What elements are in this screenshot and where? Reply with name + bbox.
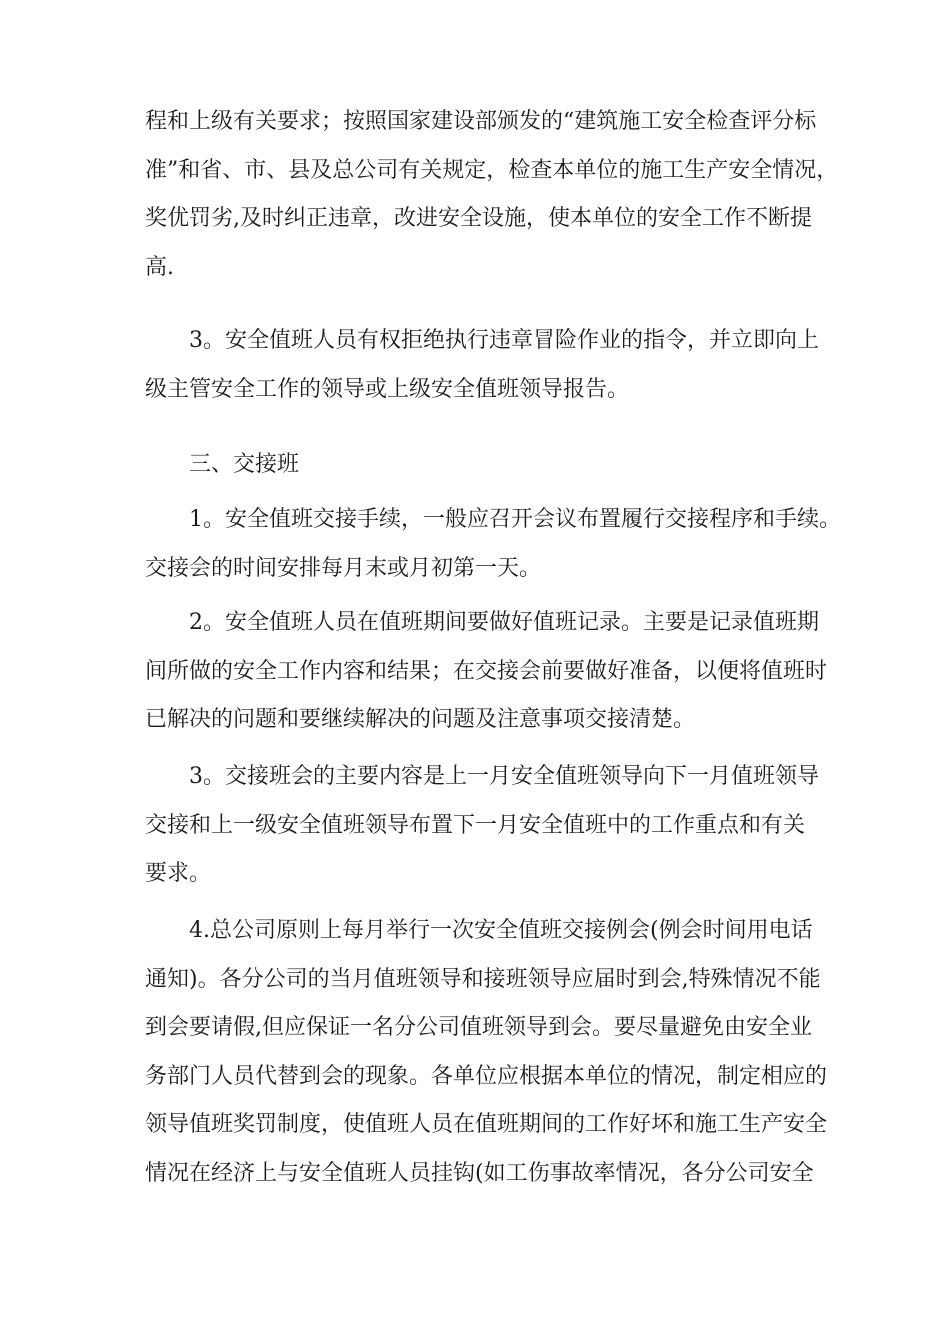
text-line: 3。交接班会的主要内容是上一月安全值班领导向下一月值班领导 bbox=[189, 764, 819, 789]
text-line: 程和上级有关要求；按照国家建设部颁发的“建筑施工安全检查评分标 bbox=[145, 109, 817, 134]
text-line: 准”和省、市、县及总公司有关规定，检查本单位的施工生产安全情况， bbox=[145, 157, 839, 183]
text-line: 领导值班奖罚制度，使值班人员在值班期间的工作好坏和施工生产安全 bbox=[145, 1112, 828, 1137]
text-line: 高. bbox=[145, 254, 174, 280]
text-line: 间所做的安全工作内容和结果；在交接会前要做好准备，以便将值班时 bbox=[145, 658, 828, 684]
text-line: 已解决的问题和要继续解决的问题及注意事项交接清楚。 bbox=[145, 707, 696, 732]
text-line: 情况在经济上与安全值班人员挂钩(如工伤事故率情况，各分公司安全 bbox=[145, 1160, 814, 1186]
text-line: 交接会的时间安排每月末或月初第一天。 bbox=[145, 555, 542, 581]
text-line: 1。安全值班交接手续，一般应召开会议布置履行交接程序和手续。 bbox=[189, 507, 841, 532]
text-line: 到会要请假,但应保证一名分公司值班领导到会。要尽量避免由安全业 bbox=[145, 1015, 812, 1040]
section-heading: 三、交接班 bbox=[189, 452, 300, 477]
text-line: 4.总公司原则上每月举行一次安全值班交接例会(例会时间用电话 bbox=[189, 918, 813, 943]
paragraph-inspection-duties bbox=[145, 98, 845, 292]
text-line: 通知)。各分公司的当月值班领导和接班领导应届时到会,特殊情况不能 bbox=[145, 966, 821, 992]
text-line: 级主管安全工作的领导或上级安全值班领导报告。 bbox=[145, 376, 630, 402]
text-line: 奖优罚劣,及时纠正违章，改进安全设施，使本单位的安全工作不断提 bbox=[145, 206, 812, 231]
text-line: 交接和上一级安全值班领导布置下一月安全值班中的工作重点和有关 bbox=[145, 812, 806, 838]
text-line: 2。安全值班人员在值班期间要做好值班记录。主要是记录值班期 bbox=[189, 610, 819, 635]
section-heading-shift-handover bbox=[145, 441, 845, 490]
paragraph-handover-item-3 bbox=[145, 753, 845, 899]
text-line: 3。安全值班人员有权拒绝执行违章冒险作业的指令，并立即向上 bbox=[189, 328, 819, 353]
paragraph-handover-item-2 bbox=[145, 599, 845, 745]
paragraph-item-3-refusal bbox=[145, 317, 845, 414]
text-line: 要求。 bbox=[145, 861, 212, 886]
paragraph-handover-item-1 bbox=[145, 496, 845, 593]
paragraph-handover-item-4 bbox=[145, 907, 845, 1198]
text-line: 务部门人员代替到会的现象。各单位应根据本单位的情况，制定相应的 bbox=[145, 1063, 828, 1089]
